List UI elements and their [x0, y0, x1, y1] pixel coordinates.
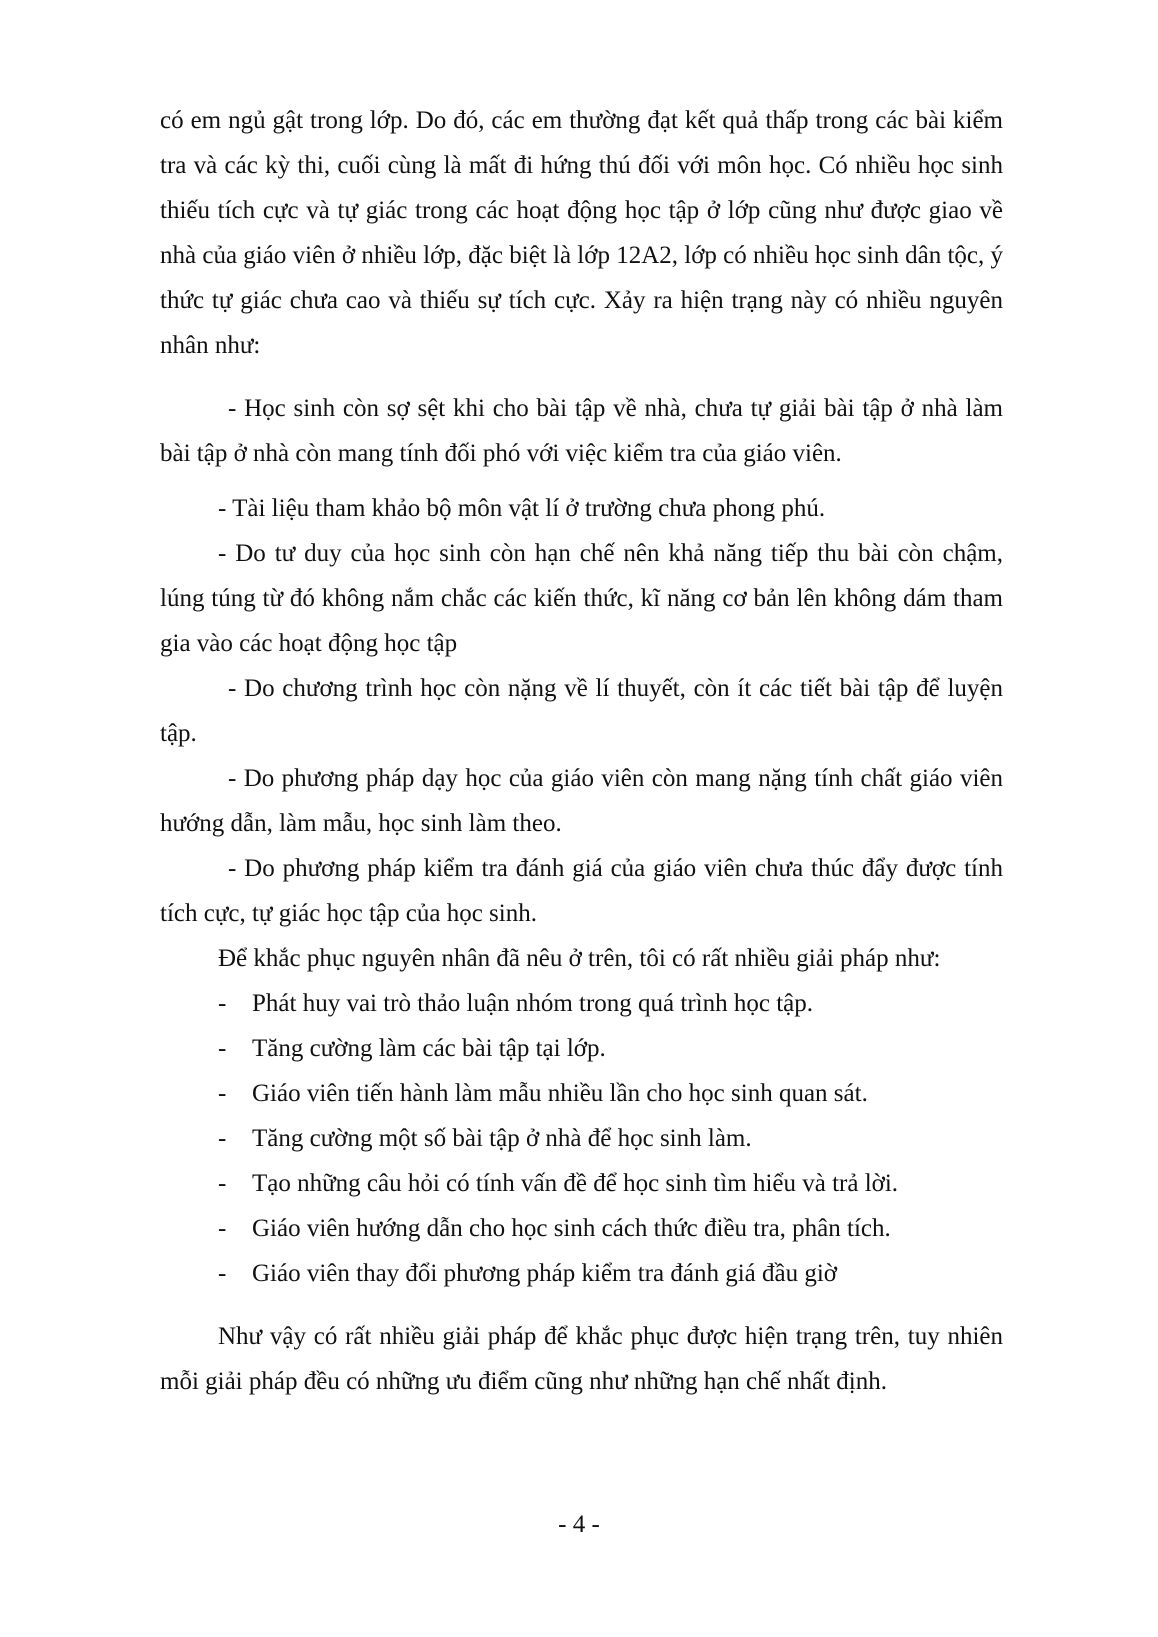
list-dash: - [218, 1170, 227, 1197]
list-item-text: Giáo viên tiến hành làm mẫu nhiều lần cho học sinh quan sát. [252, 1080, 868, 1107]
list-item [160, 1206, 1003, 1251]
list-item-text: Giáo viên hướng dẫn cho học sinh cách thức điều tra, phân tích. [252, 1215, 891, 1242]
document-page [160, 98, 1003, 1404]
list-dash: - [218, 990, 227, 1017]
list-item [160, 981, 1003, 1026]
list-item [160, 1161, 1003, 1206]
list-item [160, 1251, 1003, 1296]
cause-curriculum: - Do chương trình học còn nặng về lí thuyết, còn ít các tiết bài tập để luyện tập. [160, 675, 1003, 747]
list-dash: - [218, 1260, 227, 1287]
list-dash: - [218, 1125, 227, 1152]
list-item-text: Giáo viên thay đổi phương pháp kiểm tra đánh giá đầu giờ [252, 1260, 837, 1287]
cause-homework: - Học sinh còn sợ sệt khi cho bài tập về nhà, chưa tự giải bài tập ở nhà làm bài tập ở nhà còn mang tính đối phó với việc kiểm tra của giáo viên. [160, 395, 1003, 467]
list-item-text: Tăng cường làm các bài tập tại lớp. [252, 1035, 606, 1062]
list-item [160, 1116, 1003, 1161]
cause-thinking: - Do tư duy của học sinh còn hạn chế nên khả năng tiếp thu bài còn chậm, lúng túng từ đó không nắm chắc các kiến thức, kĩ năng cơ bản lên không dám tham gia vào các hoạt động học tập [160, 540, 1003, 657]
list-item [160, 1071, 1003, 1116]
list-dash: - [218, 1215, 227, 1242]
solutions-list [160, 981, 1003, 1296]
cause-teaching-method: - Do phương pháp dạy học của giáo viên còn mang nặng tính chất giáo viên hướng dẫn, làm mẫu, học sinh làm theo. [160, 765, 1003, 837]
list-dash: - [218, 1080, 227, 1107]
list-item-text: Tăng cường một số bài tập ở nhà để học sinh làm. [252, 1125, 752, 1152]
cause-references: - Tài liệu tham khảo bộ môn vật lí ở trường chưa phong phú. [218, 495, 826, 522]
intro-paragraph: có em ngủ gật trong lớp. Do đó, các em thường đạt kết quả thấp trong các bài kiểm tra và các kỳ thi, cuối cùng là mất đi hứng thú đối với môn học. Có nhiều học sinh thiếu tích cực và tự giác trong các hoạt động học tập ở lớp cũng như được giao về nhà của giáo viên ở nhiều lớp, đặc biệt là lớp 12A2, lớp có nhiều học sinh dân tộc, ý thức tự giác chưa cao và thiếu sự tích cực. Xảy ra hiện trạng này có nhiều nguyên nhân như: [160, 107, 1003, 359]
list-item-text: Tạo những câu hỏi có tính vấn đề để học sinh tìm hiểu và trả lời. [252, 1170, 899, 1197]
solutions-intro: Để khắc phục nguyên nhân đã nêu ở trên, tôi có rất nhiều giải pháp như: [218, 945, 941, 972]
list-item-text: Phát huy vai trò thảo luận nhóm trong quá trình học tập. [252, 990, 814, 1017]
list-item [160, 1026, 1003, 1071]
cause-assessment: - Do phương pháp kiểm tra đánh giá của giáo viên chưa thúc đẩy được tính tích cực, tự giác học tập của học sinh. [160, 855, 1003, 927]
page-number: - 4 - [558, 1511, 600, 1538]
closing-paragraph: Như vậy có rất nhiều giải pháp để khắc phục được hiện trạng trên, tuy nhiên mỗi giải pháp đều có những ưu điểm cũng như những hạn chế nhất định. [160, 1323, 1003, 1395]
list-dash: - [218, 1035, 227, 1062]
